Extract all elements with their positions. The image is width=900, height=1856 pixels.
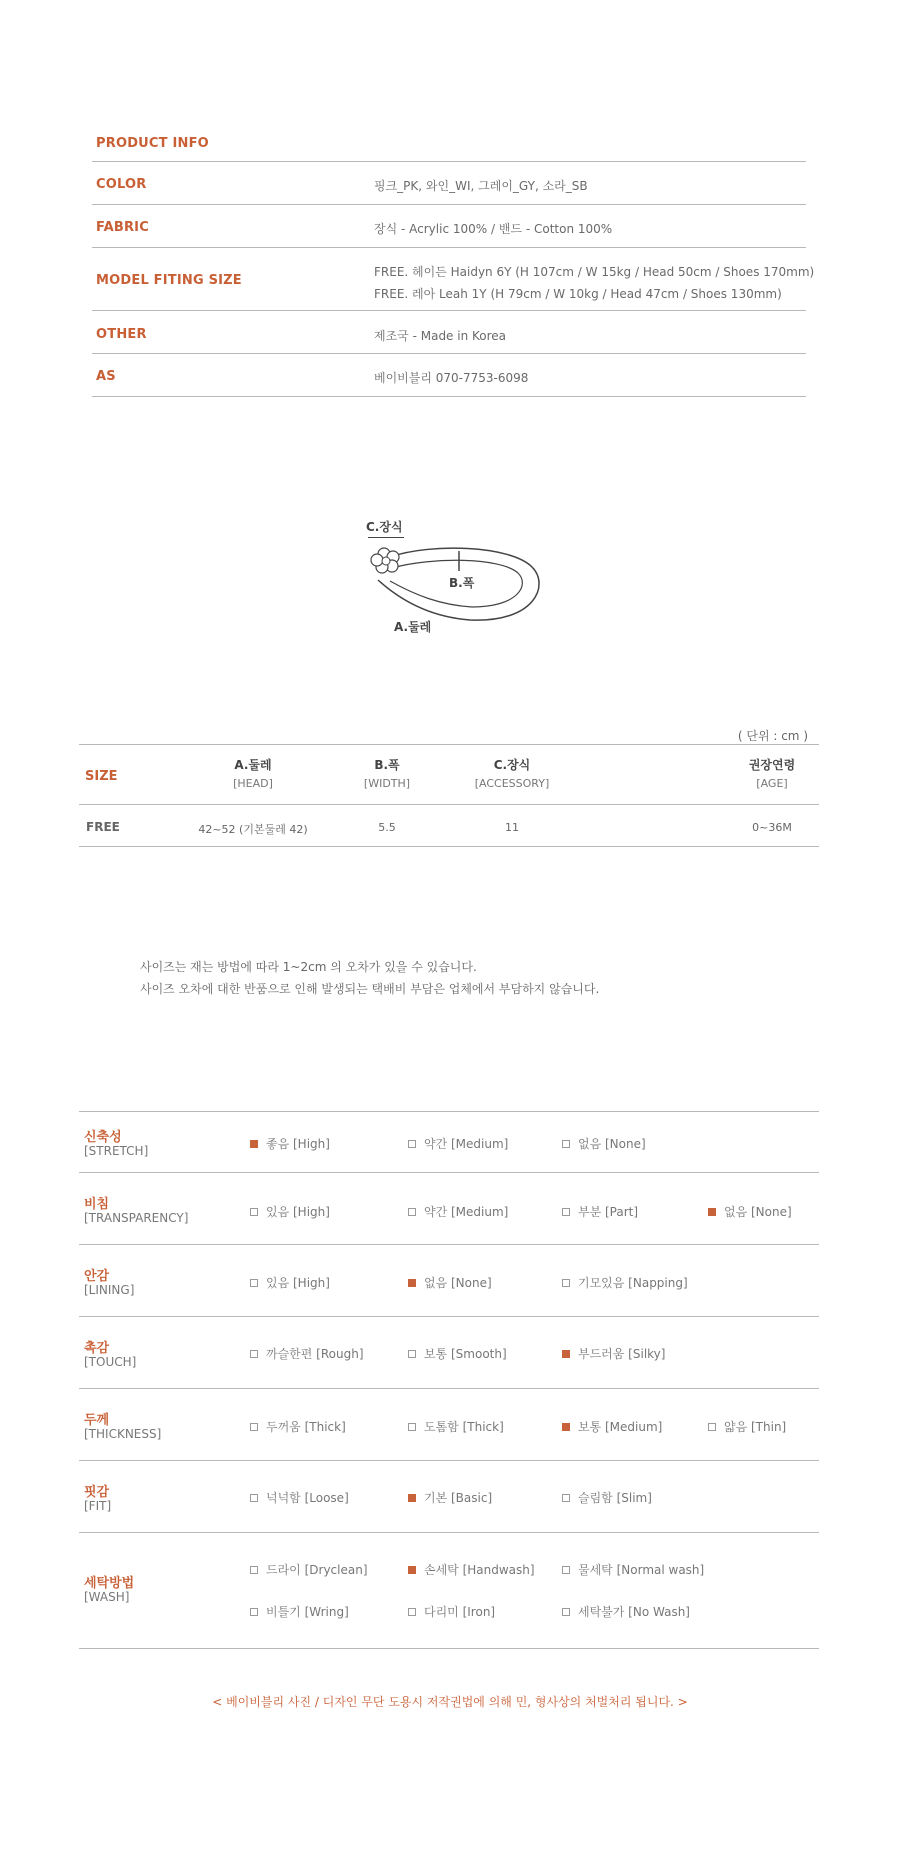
checkbox-icon — [408, 1140, 416, 1148]
option-label: 기모있음 [Napping] — [578, 1276, 688, 1290]
option-label: 드라이 [Dryclean] — [266, 1563, 368, 1577]
divider — [79, 1172, 819, 1173]
option-item — [408, 1274, 492, 1291]
option-item — [250, 1418, 346, 1435]
option-label: 부드러움 [Silky] — [578, 1347, 666, 1361]
divider — [92, 310, 806, 311]
attr-thickness-en: [THICKNESS] — [84, 1427, 162, 1441]
option-label: 까슬한편 [Rough] — [266, 1347, 364, 1361]
option-item — [408, 1603, 495, 1620]
option-label: 슬림함 [Slim] — [578, 1491, 652, 1505]
info-label-model-size: MODEL FITING SIZE — [96, 273, 242, 288]
option-label: 없음 [None] — [578, 1137, 646, 1151]
option-item — [562, 1418, 662, 1435]
checkbox-icon — [408, 1350, 416, 1358]
col-age — [712, 756, 832, 790]
option-label: 세탁불가 [No Wash] — [578, 1605, 690, 1619]
info-label-as: AS — [96, 369, 116, 384]
checkbox-icon — [250, 1208, 258, 1216]
option-item — [408, 1489, 492, 1506]
checkbox-checked-icon — [408, 1566, 416, 1574]
checkbox-checked-icon — [708, 1208, 716, 1216]
option-item — [562, 1274, 688, 1291]
attr-fit-ko: 핏감 — [84, 1485, 110, 1500]
col-width-ko: B.폭 — [374, 758, 400, 772]
diagram-label-accessory: C.장식 — [366, 520, 403, 534]
option-label: 보통 [Smooth] — [424, 1347, 507, 1361]
option-item — [408, 1418, 504, 1435]
option-label: 손세탁 [Handwash] — [424, 1563, 535, 1577]
info-value-color: 핑크_PK, 와인_WI, 그레이_GY, 소라_SB — [374, 179, 588, 193]
divider — [79, 1111, 819, 1112]
divider — [79, 804, 819, 805]
option-label: 얇음 [Thin] — [724, 1420, 787, 1434]
divider — [79, 1388, 819, 1389]
info-value-fabric: 장식 - Acrylic 100% / 밴드 - Cotton 100% — [374, 222, 613, 236]
option-item — [250, 1203, 330, 1220]
note-line-1: 사이즈는 재는 방법에 따라 1~2cm 의 오차가 있을 수 있습니다. — [140, 960, 477, 974]
diagram-label-width: B.폭 — [449, 576, 475, 590]
option-label: 약간 [Medium] — [424, 1205, 509, 1219]
info-value-model-1: FREE. 헤이든 Haidyn 6Y (H 107cm / W 15kg / Head 50cm / Shoes 170mm) — [374, 265, 815, 279]
option-item — [250, 1603, 349, 1620]
option-item — [708, 1203, 792, 1220]
option-item — [250, 1489, 349, 1506]
checkbox-icon — [562, 1279, 570, 1287]
option-item — [250, 1135, 330, 1152]
info-label-other: OTHER — [96, 327, 147, 342]
attr-wash-ko: 세탁방법 — [84, 1576, 135, 1591]
attr-lining-ko: 안감 — [84, 1269, 110, 1284]
checkbox-icon — [562, 1608, 570, 1616]
option-item — [562, 1489, 652, 1506]
option-item — [708, 1418, 786, 1435]
col-head-ko: A.둘레 — [234, 758, 272, 772]
divider — [92, 161, 806, 162]
option-item — [562, 1561, 704, 1578]
option-item — [562, 1603, 690, 1620]
attr-transparency-ko: 비침 — [84, 1197, 110, 1212]
option-item — [250, 1561, 368, 1578]
option-label: 약간 [Medium] — [424, 1137, 509, 1151]
info-value-model-2: FREE. 레아 Leah 1Y (H 79cm / W 10kg / Head 47cm / Shoes 130mm) — [374, 287, 782, 301]
diagram-label-head: A.둘레 — [394, 620, 432, 634]
col-accessory-en: [ACCESSORY] — [474, 777, 550, 790]
checkbox-icon — [250, 1566, 258, 1574]
checkbox-icon — [250, 1494, 258, 1502]
divider — [79, 1244, 819, 1245]
checkbox-icon — [408, 1608, 416, 1616]
attr-touch-en: [TOUCH] — [84, 1355, 137, 1369]
size-value-accessory: 11 — [505, 821, 519, 834]
divider — [79, 1316, 819, 1317]
checkbox-icon — [708, 1423, 716, 1431]
size-value-head: 42~52 (기본둘레 42) — [198, 823, 308, 836]
col-head-en: [HEAD] — [233, 777, 273, 790]
checkbox-checked-icon — [562, 1350, 570, 1358]
product-info-heading: PRODUCT INFO — [96, 136, 209, 151]
checkbox-icon — [562, 1140, 570, 1148]
attr-stretch-ko: 신축성 — [84, 1130, 122, 1145]
checkbox-checked-icon — [250, 1140, 258, 1148]
option-item — [250, 1274, 330, 1291]
divider — [79, 1648, 819, 1649]
size-heading: SIZE — [85, 769, 118, 784]
size-value-width: 5.5 — [378, 821, 396, 834]
option-label: 도톰함 [Thick] — [424, 1420, 504, 1434]
option-label: 있음 [High] — [266, 1205, 330, 1219]
option-label: 다리미 [Iron] — [424, 1605, 496, 1619]
divider — [79, 744, 819, 745]
option-label: 없음 [None] — [724, 1205, 792, 1219]
col-age-en: [AGE] — [756, 777, 788, 790]
attr-wash-en: [WASH] — [84, 1590, 130, 1604]
option-item — [408, 1345, 507, 1362]
attr-stretch-en: [STRETCH] — [84, 1144, 149, 1158]
attr-thickness-ko: 두께 — [84, 1413, 110, 1428]
divider — [79, 1460, 819, 1461]
option-item — [408, 1561, 535, 1578]
size-value-age: 0~36M — [752, 821, 792, 834]
divider — [79, 1532, 819, 1533]
info-value-as: 베이비블리 070-7753-6098 — [374, 371, 529, 385]
col-width — [327, 756, 447, 790]
checkbox-icon — [562, 1494, 570, 1502]
divider — [92, 204, 806, 205]
copyright-notice: < 베이비블리 사진 / 디자인 무단 도용시 저작권법에 의해 민, 형사상의 처벌처리 됩니다. > — [212, 1695, 688, 1709]
divider — [92, 247, 806, 248]
attr-lining-en: [LINING] — [84, 1283, 135, 1297]
checkbox-icon — [562, 1208, 570, 1216]
option-label: 물세탁 [Normal wash] — [578, 1563, 705, 1577]
col-age-ko: 권장연령 — [748, 758, 796, 772]
attr-fit-en: [FIT] — [84, 1499, 112, 1513]
flower-icon — [371, 548, 399, 573]
checkbox-checked-icon — [408, 1279, 416, 1287]
col-accessory-ko: C.장식 — [493, 758, 531, 772]
info-label-fabric: FABRIC — [96, 220, 149, 235]
option-item — [562, 1135, 646, 1152]
attr-touch-ko: 촉감 — [84, 1341, 110, 1356]
option-label: 좋음 [High] — [266, 1137, 330, 1151]
option-label: 기본 [Basic] — [424, 1491, 493, 1505]
option-item — [408, 1135, 508, 1152]
option-item — [250, 1345, 364, 1362]
divider — [79, 846, 819, 847]
col-head — [183, 756, 323, 790]
note-line-2: 사이즈 오차에 대한 반품으로 인해 발생되는 택배비 부담은 업체에서 부담하지 않습니다. — [140, 982, 600, 996]
option-label: 비틀기 [Wring] — [266, 1605, 349, 1619]
checkbox-icon — [250, 1423, 258, 1431]
info-value-other: 제조국 - Made in Korea — [374, 329, 507, 343]
size-row-label: FREE — [86, 820, 120, 834]
attr-transparency-en: [TRANSPARENCY] — [84, 1211, 189, 1225]
info-label-color: COLOR — [96, 177, 147, 192]
checkbox-icon — [408, 1423, 416, 1431]
checkbox-icon — [408, 1208, 416, 1216]
option-item — [562, 1203, 638, 1220]
checkbox-checked-icon — [562, 1423, 570, 1431]
option-label: 부분 [Part] — [578, 1205, 639, 1219]
option-label: 없음 [None] — [424, 1276, 492, 1290]
checkbox-icon — [250, 1279, 258, 1287]
divider — [92, 353, 806, 354]
checkbox-icon — [562, 1566, 570, 1574]
checkbox-icon — [250, 1608, 258, 1616]
col-width-en: [WIDTH] — [363, 777, 411, 790]
checkbox-icon — [250, 1350, 258, 1358]
option-label: 있음 [High] — [266, 1276, 330, 1290]
option-label: 넉넉함 [Loose] — [266, 1491, 349, 1505]
option-label: 보통 [Medium] — [578, 1420, 663, 1434]
option-item — [562, 1345, 665, 1362]
option-item — [408, 1203, 508, 1220]
checkbox-checked-icon — [408, 1494, 416, 1502]
divider — [92, 396, 806, 397]
col-accessory — [452, 756, 572, 790]
option-label: 두꺼움 [Thick] — [266, 1420, 346, 1434]
unit-label: ( 단위 : cm ) — [737, 729, 808, 743]
